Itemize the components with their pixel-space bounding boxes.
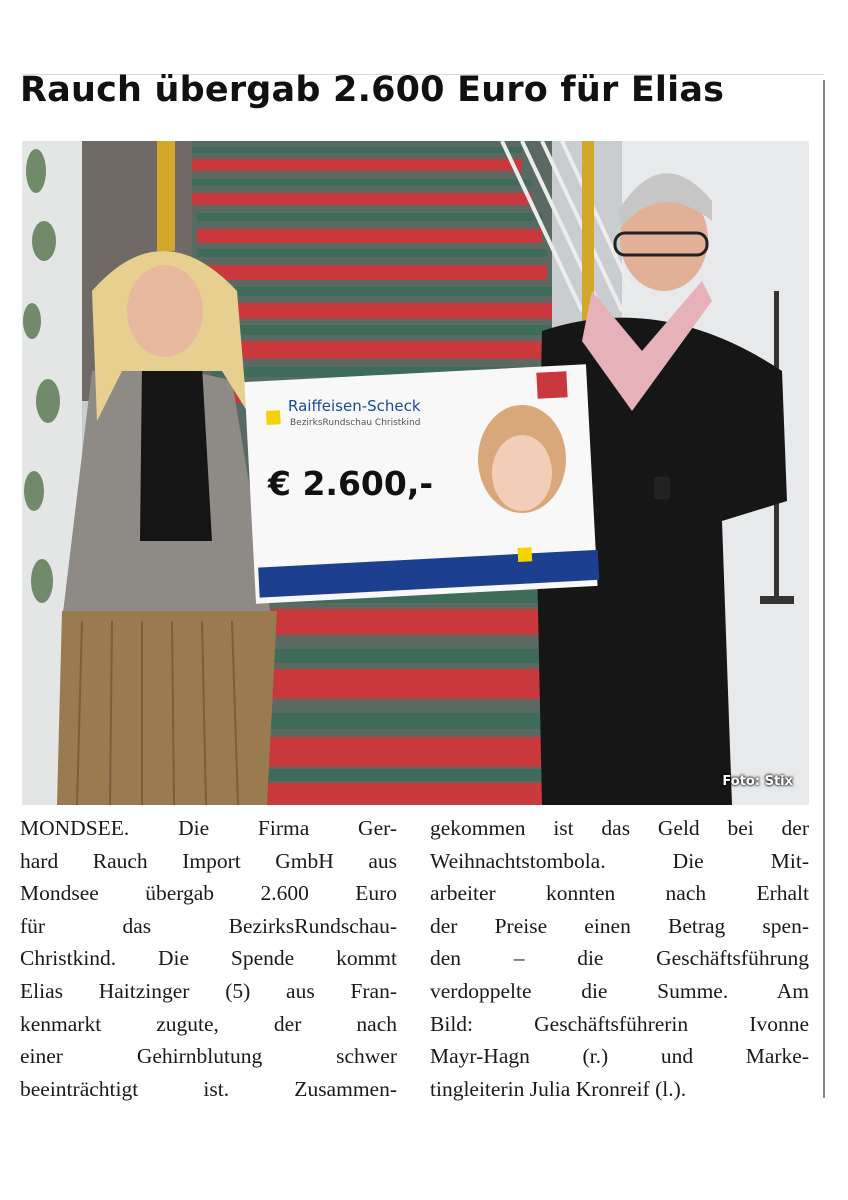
body-line: Mayr-Hagn (r.) und Marke-: [430, 1044, 809, 1069]
body-line: Weihnachtstombola. Die Mit-: [430, 848, 809, 873]
body-line: hard Rauch Import GmbH aus: [20, 848, 397, 873]
body-line: verdoppelte die Summe. Am: [430, 978, 809, 1003]
body-line: tingleiterin Julia Kronreif (l.).: [430, 1076, 687, 1101]
article-headline: Rauch übergab 2.600 Euro für Elias: [20, 70, 725, 110]
cheque-amount: € 2.600,-: [268, 464, 434, 503]
body-line: der Preise einen Betrag spen-: [430, 913, 809, 938]
body-column-left: [20, 812, 397, 1105]
cheque-subtitle: BezirksRundschau Christkind: [290, 418, 421, 428]
body-line: einer Gehirnblutung schwer: [20, 1044, 397, 1069]
body-line: Christkind. Die Spende kommt: [20, 946, 397, 971]
body-line: Elias Haitzinger (5) aus Fran-: [20, 978, 397, 1003]
body-line: kenmarkt zugute, der nach: [20, 1011, 397, 1036]
body-line: Bild: Geschäftsführerin Ivonne: [430, 1011, 809, 1036]
column-rule: [823, 80, 825, 1098]
cheque-bank-name: Raiffeisen-Scheck: [288, 397, 421, 415]
body-line: Mondsee übergab 2.600 Euro: [20, 881, 397, 906]
photo-credit: Foto: Stix: [722, 774, 793, 789]
body-line: arbeiter konnten nach Erhalt: [430, 881, 809, 906]
body-line: beeinträchtigt ist. Zusammen-: [20, 1076, 397, 1101]
body-line: gekommen ist das Geld bei der: [430, 816, 809, 840]
body-column-right: [430, 812, 809, 1105]
body-line: den – die Geschäftsführung: [430, 946, 809, 971]
body-line: für das BezirksRundschau-: [20, 913, 397, 938]
body-line: MONDSEE. Die Firma Ger-: [20, 816, 397, 840]
